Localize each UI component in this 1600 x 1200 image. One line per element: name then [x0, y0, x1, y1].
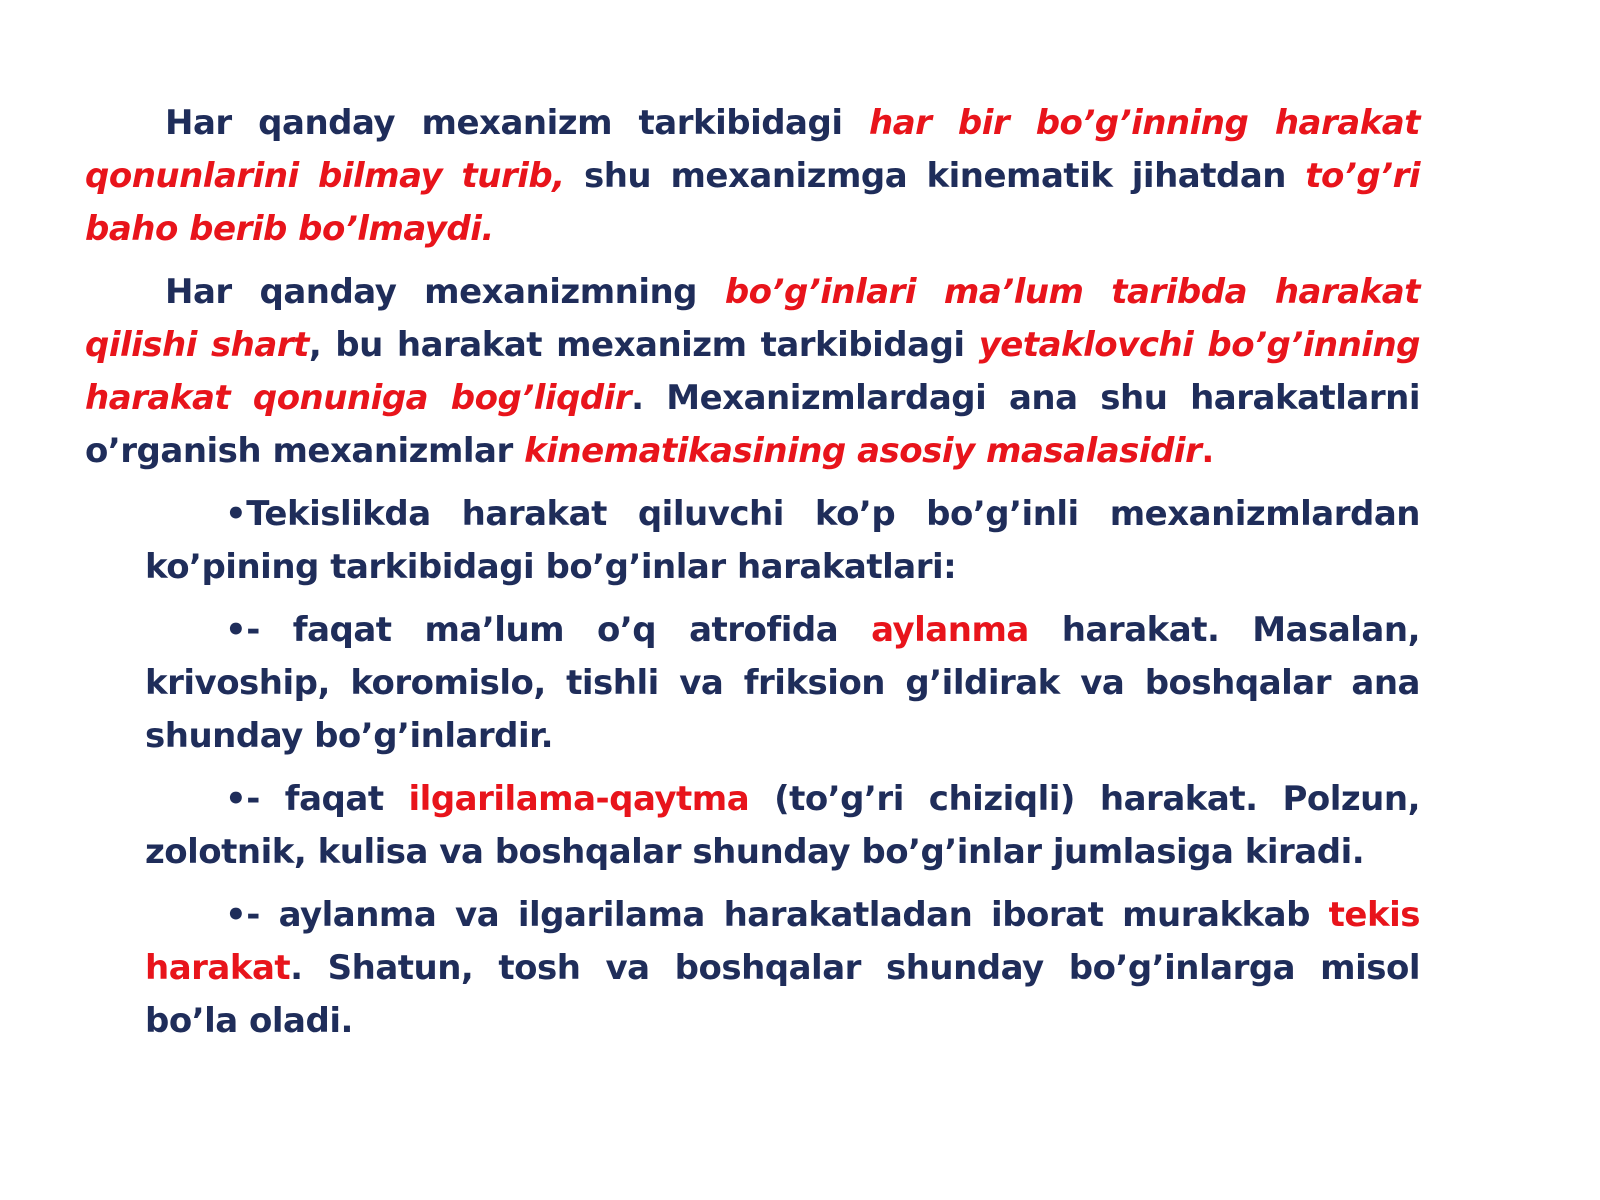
bullet-item-highlight: ilgarilama-qaytma: [408, 779, 750, 819]
paragraph-1-highlight: to’g’ri baho berib bo’lmaydi.: [85, 156, 1420, 249]
text-body: [85, 97, 1420, 1058]
bullet-item-highlight: aylanma: [871, 610, 1029, 650]
bullet-item-text: •- aylanma va ilgarilama harakatladan iborat murakkab: [225, 895, 1329, 935]
bullet-item-2: [145, 604, 1420, 763]
bullet-item-text: •- faqat: [225, 779, 409, 819]
paragraph-2-text: Har qanday mexanizmning: [165, 272, 725, 312]
bullet-item-text: . Shatun, tosh va boshqalar shunday bo’g’inlarga misol bo’la oladi.: [145, 948, 1420, 1041]
paragraph-2-text: , bu harakat mexanizm tarkibidagi: [308, 325, 979, 365]
paragraph-1-highlight: har bir bo’g’inning harakat qonunlarini bilmay turib,: [85, 103, 1420, 196]
bullet-item-text: •Tekislikda harakat qiluvchi ko’p bo’g’inli mexanizmlardan ko’pining tarkibidagi bo’g’inlar harakatlari:: [145, 494, 1420, 587]
bullet-item-text: (to’g’ri chiziqli) harakat. Polzun, zolotnik, kulisa va boshqalar shunday bo’g’inlar jumlasiga kiradi.: [145, 779, 1420, 872]
bullet-item-text: harakat. Masalan, krivoship, koromislo, tishli va friksion g’ildirak va boshqalar ana shunday bo’g’inlardir.: [145, 610, 1420, 756]
paragraph-2-highlight: kinematikasining asosiy masalasidir: [524, 431, 1202, 471]
paragraph-2-highlight: yetaklovchi bo’g’inning harakat qonuniga bog’liqdir: [85, 325, 1420, 418]
paragraph-1-text: shu mexanizmga kinematik jihatdan: [564, 156, 1306, 196]
paragraph-1-text: Har qanday mexanizm tarkibidagi: [165, 103, 870, 143]
bullet-item-text: •- faqat ma’lum o’q atrofida: [225, 610, 872, 650]
bullet-item-3: [145, 773, 1420, 879]
bullet-item-1: [145, 488, 1420, 594]
bullet-item-highlight: tekis harakat: [145, 895, 1420, 988]
paragraph-2-period: .: [1201, 431, 1214, 471]
paragraph-2-highlight: bo’g’inlari ma’lum taribda harakat qilishi shart: [85, 272, 1421, 365]
bullet-item-4: [145, 889, 1420, 1048]
paragraph-2: [85, 266, 1420, 478]
paragraph-2-text: . Mexanizmlardagi ana shu harakatlarni o’rganish mexanizmlar: [85, 378, 1420, 471]
paragraph-1: [85, 97, 1420, 256]
